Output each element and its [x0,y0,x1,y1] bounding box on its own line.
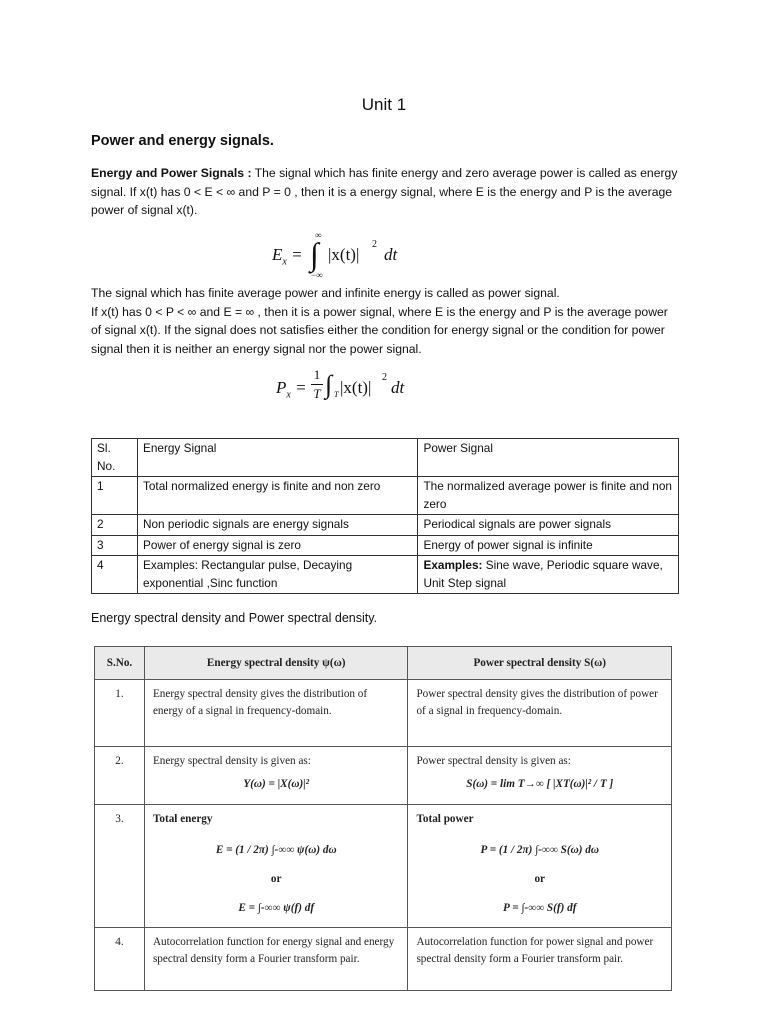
table-cell: 2 [92,515,138,536]
table-cell: 1 [92,477,138,515]
table-cell: Periodical signals are power signals [418,515,679,536]
psd-given-label: Power spectral density is given as: [416,755,571,767]
power-formula-dt: dt [391,378,405,397]
intro-paragraph [91,164,681,220]
power-formula-body: |x(t)| [340,378,372,397]
table-row [95,805,672,928]
table-header-cell: Power Signal [418,439,679,477]
table-cell [144,747,408,805]
table-cell: 3. [95,805,145,928]
table-header-row [92,439,679,477]
fraction-bar [311,384,323,385]
power-formula-lhs: P [276,378,287,397]
table-header-cell: Energy spectral density ψ(ω) [144,647,408,680]
psd-equation: S(ω) = lim T→∞ [ |XT(ω)|² / T ] [466,778,614,790]
table-cell: Energy spectral density gives the distribution of energy of a signal in frequency-domain. [144,680,408,747]
table-cell: 2. [95,747,145,805]
table-cell: The normalized average power is finite and non zero [418,477,679,515]
table-cell: 3 [92,535,138,556]
energy-formula-upper: ∞ [315,230,322,240]
table-cell: Energy of power signal is infinite [418,535,679,556]
table-cell: Power spectral density gives the distribution of power of a signal in frequency-domain. [408,680,672,747]
power-formula-den: T [313,386,321,401]
table-cell [408,747,672,805]
energy-power-comparison-table [91,438,679,594]
total-energy-eq2: E = ∫-∞∞ ψ(f) df [238,902,315,914]
power-examples: Sine wave, Periodic square wave, Unit Step signal [423,558,663,590]
table-cell: Total normalized energy is finite and non zero [137,477,418,515]
total-energy-label: Total energy [152,813,213,825]
power-formula-num: 1 [313,367,321,382]
energy-formula-body: |x(t)| [328,245,360,264]
total-power-eq2: P = ∫-∞∞ S(f) df [503,902,577,914]
table-row [95,680,672,747]
energy-formula: $E_x$ = ∞ ∫ −∞ |x(t)| 2 dt [272,230,398,280]
power-paragraph [91,284,681,358]
table-cell: Non periodic signals are energy signals [137,515,418,536]
esd-given-label: Energy spectral density is given as: [152,755,311,767]
examples-label: Examples: [423,558,483,572]
energy-formula-lower: −∞ [311,270,323,280]
energy-formula-sub: x [282,256,287,268]
total-energy-eq1: E = (1 / 2π) ∫-∞∞ ψ(ω) dω [215,844,337,856]
table-cell: Examples: Rectangular pulse, Decaying exponential ,Sinc function [137,556,418,594]
section-heading: Power and energy signals. [91,133,274,149]
power-formula-exp: 2 [382,372,387,383]
intro-lead: Energy and Power Signals : [91,166,252,180]
table-cell [418,556,679,594]
or-label: or [534,873,545,885]
energy-formula-dt: dt [384,245,398,264]
intro-text: The signal which has finite energy and zero average power is called as energy signal. If x(t) has 0 < E < ∞ and P = 0 , then it is a energy signal, where E is the energy and P is the average power of signal x(t). [91,166,678,217]
integral-sign: ∫ [325,370,333,399]
table-header-row [95,647,672,680]
table-cell: 1. [95,680,145,747]
esd-psd-table [94,646,672,991]
table-cell: 4. [95,928,145,991]
power-formula: $P_x$ = 1 T ∫ T |x(t)| 2 dt [276,367,405,401]
table-header-cell: S.No. [95,647,145,680]
table-cell: Autocorrelation function for power signal and power spectral density form a Fourier transform pair. [408,928,672,991]
total-power-eq1: P = (1 / 2π) ∫-∞∞ S(ω) dω [480,844,599,856]
table-header-cell: Sl. No. [92,439,138,477]
table-cell: Autocorrelation function for energy signal and energy spectral density form a Fourier transform pair. [144,928,408,991]
esd-psd-caption: Energy spectral density and Power spectral density. [91,611,378,625]
table-row [92,515,679,536]
energy-formula-lhs: E [272,245,283,264]
table-row [92,556,679,594]
power-formula-sub: x [286,389,291,401]
total-power-label: Total power [416,813,474,825]
esd-equation: Y(ω) = |X(ω)|² [243,778,310,790]
power-para-line2: If x(t) has 0 < P < ∞ and E = ∞ , then it is a power signal, where E is the energy and P is the average power of signal x(t). If the signal does not satisfies either the condition for energy signal or the condition for power signal then it is neither an energy signal nor the power signal. [91,304,668,356]
power-para-line1: The signal which has finite average power and infinite energy is called as power signal. [91,286,560,300]
table-row [95,928,672,991]
table-header-cell: Energy Signal [137,439,418,477]
table-cell [144,805,408,928]
table-row [92,535,679,556]
table-row [95,747,672,805]
table-row [92,477,679,515]
table-header-cell: Power spectral density S(ω) [408,647,672,680]
integral-sign: ∫ [310,236,319,272]
power-formula-intsub: T [334,390,339,399]
energy-formula-exp: 2 [372,239,377,250]
or-label: or [270,873,282,885]
unit-title: Unit 1 [361,95,407,114]
table-cell: 4 [92,556,138,594]
table-cell [408,805,672,928]
table-cell: Power of energy signal is zero [137,535,418,556]
